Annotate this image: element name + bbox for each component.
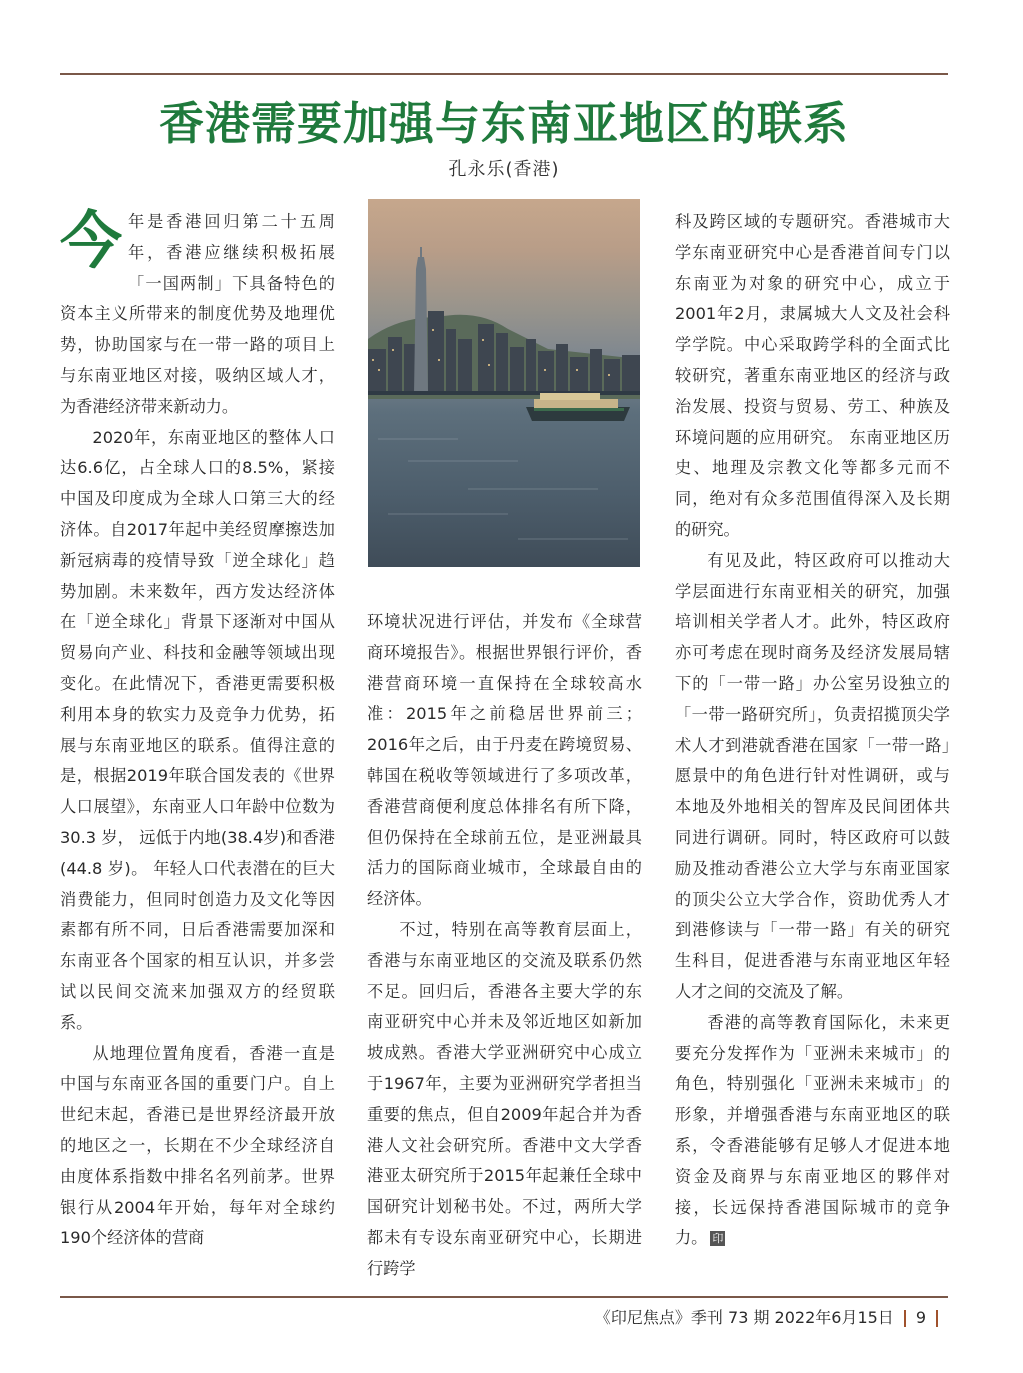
column-3 — [675, 207, 950, 1254]
page-number: 9 — [915, 1308, 926, 1327]
footer-divider — [904, 1310, 906, 1327]
bottom-rule — [60, 1296, 948, 1298]
magazine-issue: 《印尼焦点》季刊 73 期 2022年6月15日 — [594, 1308, 894, 1327]
paragraph: 2020年，东南亚地区的整体人口达6.6亿，占全球人口的8.5%，紧接中国及印度成为全球人口第三大的经济体。自2017年起中美经贸摩擦迭加新冠病毒的疫情导致「逆全球化」趋势加剧。未来数年，西方发达经济体在「逆全球化」背景下逐渐对中国从贸易向产业、科技和金融等领域出现变化。在此情况下，香港更需要积极利用本身的软实力及竞争力优势，拓展与东南亚地区的联系。值得注意的是，根据2019年联合国发表的《世界人口展望》，东南亚人口年龄中位数为 30.3 岁， 远低于内地(38.4岁)和香港(44.8 岁)。 年轻人口代表潜在的巨大消费能力，但同时创造力及文化等因素都有所不同，日后香港需要加深和东南亚各个国家的相互认识，并多尝试以民间交流来加强双方的经贸联系。 — [60, 427, 335, 1032]
footer-divider — [936, 1310, 938, 1327]
column-1 — [60, 204, 335, 1254]
hong-kong-harbour-photo — [368, 199, 640, 567]
article-title: 香港需要加强与东南亚地区的联系 — [158, 97, 849, 150]
paragraph: 科及跨区域的专题研究。香港城市大学东南亚研究中心是香港首间专门以东南亚为对象的研究中心，成立于2001年2月，隶属城大人文及社会科学学院。中心采取跨学科的全面式比较研究，著重东南亚地区的经济与政治发展、投资与贸易、劳工、种族及环境问题的应用研究。 东南亚地区历史、地理及宗教文化等都多元而不同，绝对有众多范围值得深入及长期的研究。 — [675, 212, 950, 539]
end-mark-icon: 印 — [712, 1232, 724, 1246]
paragraph-text: 年是香港回归第二十五周年，香港应继续积极拓展「一国两制」下具备特色的资本主义所带来的制度优势及地理优势，协助国家与在一带一路的项目上与东南亚地区对接，吸纳区域人才，为香港经济带来新动力。 — [60, 212, 335, 416]
page-footer — [595, 1305, 948, 1328]
paragraph: 环境状况进行评估，并发布《全球营商环境报告》。根据世界银行评价，香港营商环境一直保持在全球较高水准：2015年之前稳居世界前三；2016年之后，由于丹麦在跨境贸易、韩国在税收等领域进行了多项改革，香港营商便利度总体排名有所下降，但仍保持在全球前五位，是亚洲最具活力的国际商业城市，全球最自由的经济体。 — [367, 612, 642, 909]
drop-cap: 今 — [60, 204, 123, 277]
paragraph — [675, 1008, 950, 1254]
paragraph: 从地理位置角度看，香港一直是中国与东南亚各国的重要门户。自上世纪末起，香港已是世界经济最开放的地区之一，长期在不少全球经济自由度体系指数中排名名列前茅。世界银行从2004年开始，每年对全球约190个经济体的营商 — [60, 1043, 335, 1248]
paragraph: 有见及此，特区政府可以推动大学层面进行东南亚相关的研究，加强培训相关学者人才。此外，特区政府亦可考虑在现时商务及经济发展局辖下的「一带一路」办公室另设独立的「一带一路研究所」，负责招揽顶尖学术人才到港就香港在国家「一带一路」愿景中的角色进行针对性调研，或与本地及外地相关的智库及民间团体共同进行调研。同时，特区政府可以鼓励及推动香港公立大学与东南亚国家的顶尖公立大学合作，资助优秀人才到港修读与「一带一路」有关的研究生科目，促进香港与东南亚地区年轻人才之间的交流及了解。 — [675, 550, 950, 1001]
paragraph: 不过，特别在高等教育层面上，香港与东南亚地区的交流及联系仍然不足。回归后，香港各主要大学的东南亚研究中心并未及邻近地区如新加坡成熟。香港大学亚洲研究中心成立于1967年，主要为亚洲研究学者担当重要的焦点，但自2009年起合并为香港人文社会研究所。香港中文大学香港亚太研究所于2015年起兼任全球中国研究计划秘书处。不过，两所大学都未有专设东南亚研究中心，长期进行跨学 — [367, 919, 642, 1278]
top-rule — [60, 73, 948, 75]
column-2 — [367, 607, 642, 1285]
paragraph — [60, 204, 335, 423]
paragraph-text: 香港的高等教育国际化，未来更要充分发挥作为「亚洲未来城市」的角色，特别强化「亚洲未来城市」的形象，并增强香港与东南亚地区的联系，令香港能够有足够人才促进本地资金及商界与东南亚地区的夥伴对接，长远保持香港国际城市的竞争力。 — [675, 1012, 950, 1248]
article-author: 孔永乐(香港) — [448, 159, 560, 180]
